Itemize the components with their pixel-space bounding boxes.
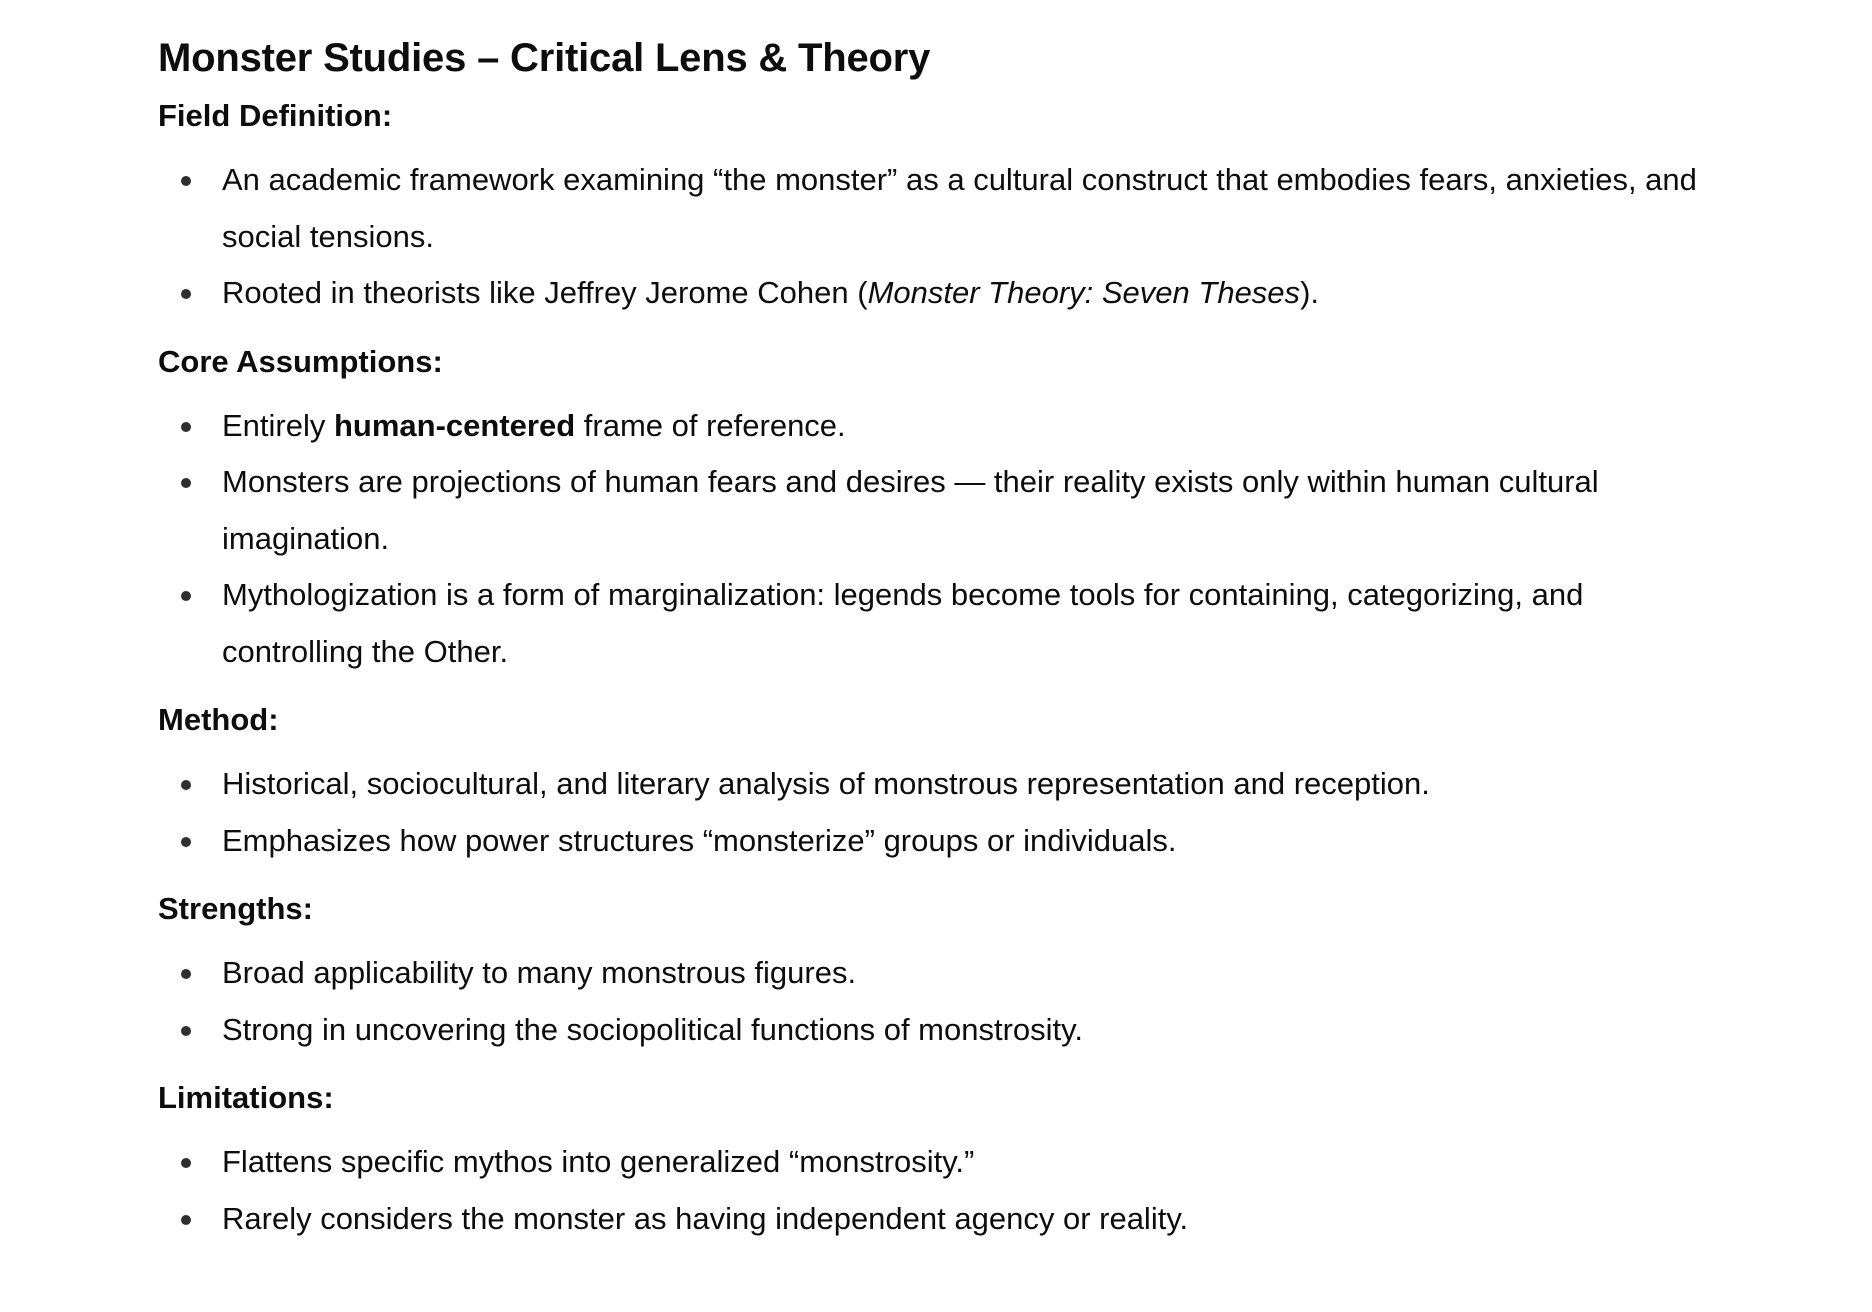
document-title: Monster Studies – Critical Lens & Theory (158, 36, 931, 80)
emphasis-bold: human-centered (333, 407, 576, 443)
bullet-icon (181, 591, 191, 601)
list-item-text: Flattens specific mythos into generalized “monstrosity.” (222, 1144, 975, 1179)
book-title-italic: Monster Theory: Seven Theses (867, 275, 1301, 310)
list-item-text: Rarely considers the monster as having independent agency or reality. (222, 1200, 1189, 1236)
list-item (158, 813, 1718, 870)
list-item (158, 454, 1718, 567)
bullet-icon (181, 422, 191, 432)
bullet-icon (181, 780, 191, 790)
bullet-icon (181, 1026, 191, 1036)
bullet-icon (181, 1215, 191, 1225)
bullet-icon (181, 1158, 191, 1168)
core-assumptions-list (158, 398, 1718, 681)
bullet-icon (181, 289, 191, 299)
list-item-text: Broad applicability to many monstrous figures. (222, 955, 857, 990)
list-item (158, 1191, 1718, 1248)
list-item-text: An academic framework examining “the monster” as a cultural construct that embodies fears, anxieties, and social tensions. (222, 162, 1697, 254)
strengths-list (158, 945, 1718, 1058)
list-item (158, 398, 1718, 455)
list-item-text-before: Rooted in theorists like Jeffrey Jerome Cohen ( (222, 275, 868, 310)
bullet-icon (181, 969, 191, 979)
list-item-text: Strong in uncovering the sociopolitical functions of monstrosity. (222, 1011, 1083, 1047)
list-item (158, 1002, 1718, 1059)
list-item-text: Monsters are projections of human fears and desires — their reality exists only within human cultural imagination. (222, 464, 1599, 556)
bullet-icon (181, 478, 191, 488)
list-item (158, 945, 1718, 1002)
list-item-text: Mythologization is a form of marginalization: legends become tools for containing, categorizing, and controlling the Other. (222, 577, 1584, 669)
list-item-text: Historical, sociocultural, and literary analysis of monstrous representation and reception. (222, 766, 1430, 801)
limitations-list (158, 1134, 1718, 1247)
section-heading-strengths: Strengths: (158, 891, 313, 926)
method-list (158, 756, 1718, 869)
list-item (158, 1134, 1718, 1191)
list-item-text: Emphasizes how power structures “monsterize” groups or individuals. (222, 822, 1177, 858)
bullet-icon (181, 837, 191, 847)
list-item (158, 567, 1718, 680)
bullet-icon (181, 176, 191, 186)
section-heading-method: Method: (158, 702, 279, 737)
list-item (158, 152, 1718, 265)
section-heading-limitations: Limitations: (158, 1080, 334, 1115)
list-item-text-before: Entirely (222, 407, 334, 443)
list-item (158, 756, 1718, 813)
section-heading-core-assumptions: Core Assumptions: (158, 343, 443, 379)
section-heading-field-definition: Field Definition: (158, 98, 393, 133)
list-item-text-after: frame of reference. (575, 407, 846, 443)
list-item-text-after: ). (1300, 275, 1319, 310)
document (158, 30, 1718, 1247)
list-item (158, 265, 1718, 322)
field-definition-list (158, 152, 1718, 322)
